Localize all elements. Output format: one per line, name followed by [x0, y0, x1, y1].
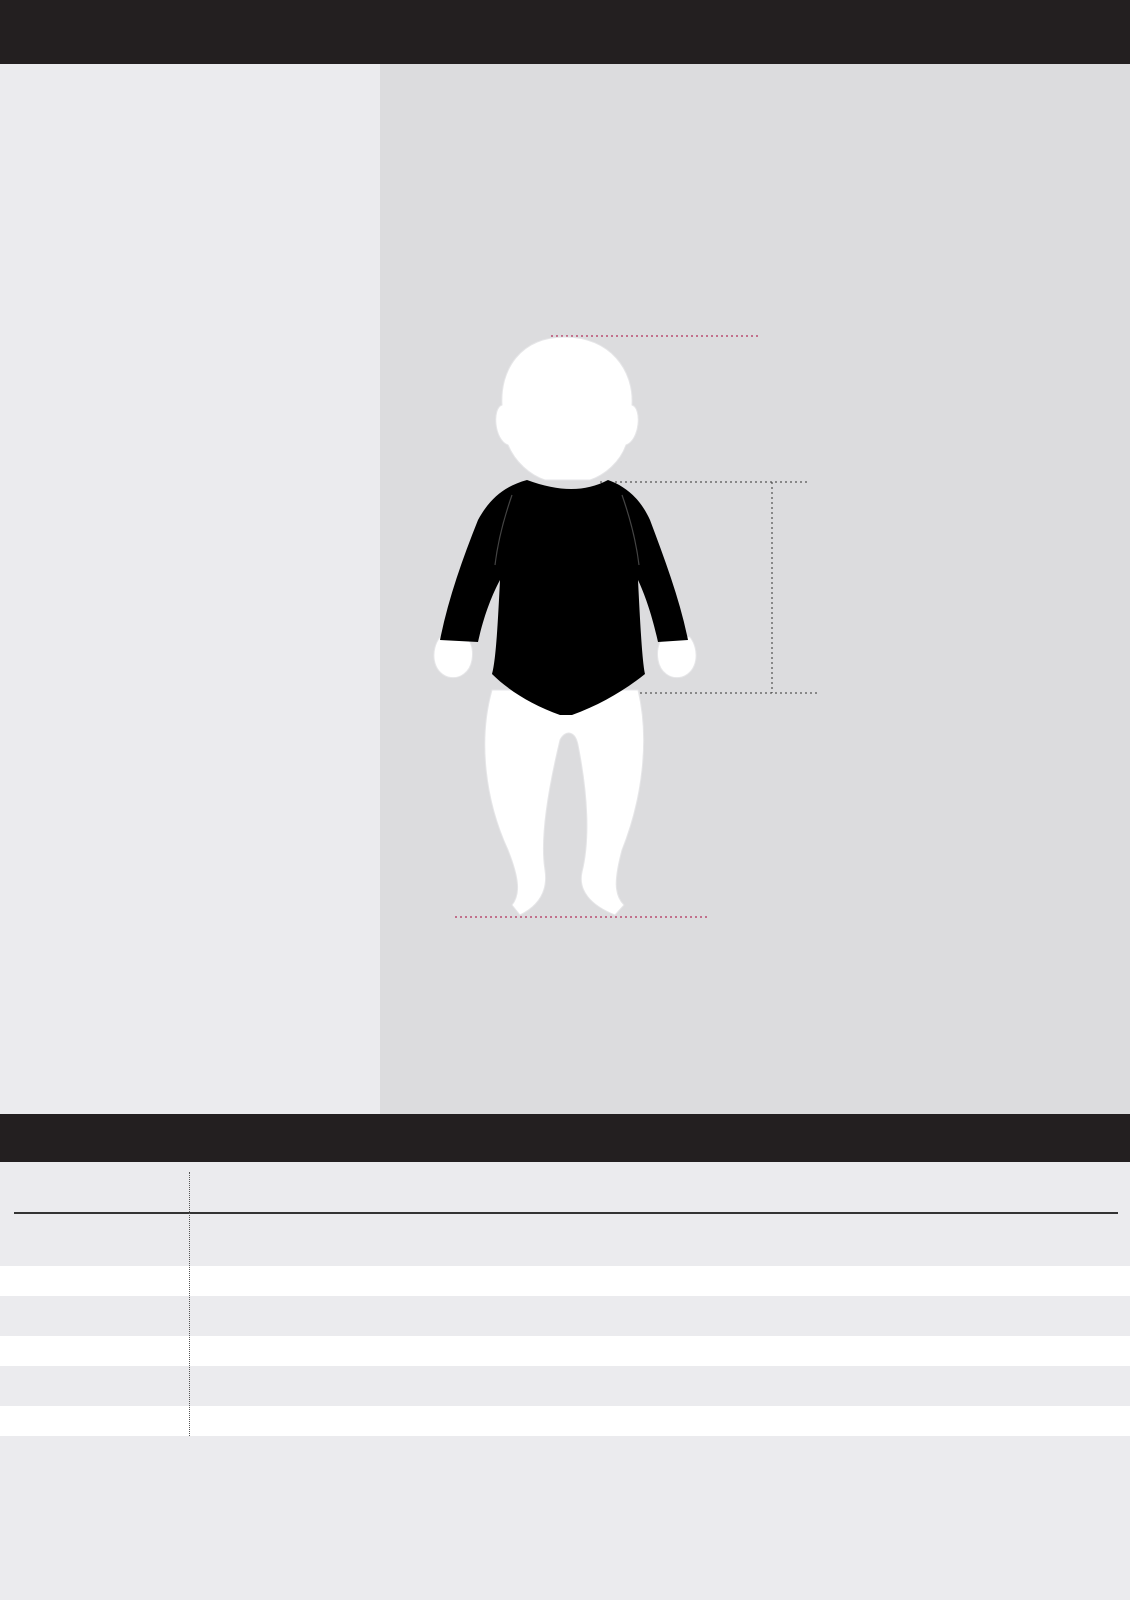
baby-figure-illustration — [380, 64, 1130, 1114]
table-title-bar — [0, 1114, 1130, 1162]
header-bar — [0, 0, 1130, 64]
fit-info — [1076, 22, 1110, 44]
length-instruction — [814, 528, 1044, 534]
table-row — [0, 1231, 1130, 1261]
table-row — [0, 1371, 1130, 1401]
baby-silhouette — [434, 337, 696, 915]
table-header — [0, 1162, 1130, 1214]
header-divider — [14, 1212, 1118, 1214]
table-row — [0, 1336, 1130, 1366]
chest-instruction — [120, 588, 360, 611]
table-row — [0, 1266, 1130, 1296]
chest-heading — [120, 588, 360, 607]
shoulder-instruction — [120, 442, 360, 465]
table-row — [0, 1301, 1130, 1331]
table-row — [0, 1406, 1130, 1436]
table-column-divider — [189, 1172, 190, 1436]
shoulder-heading — [120, 442, 360, 461]
